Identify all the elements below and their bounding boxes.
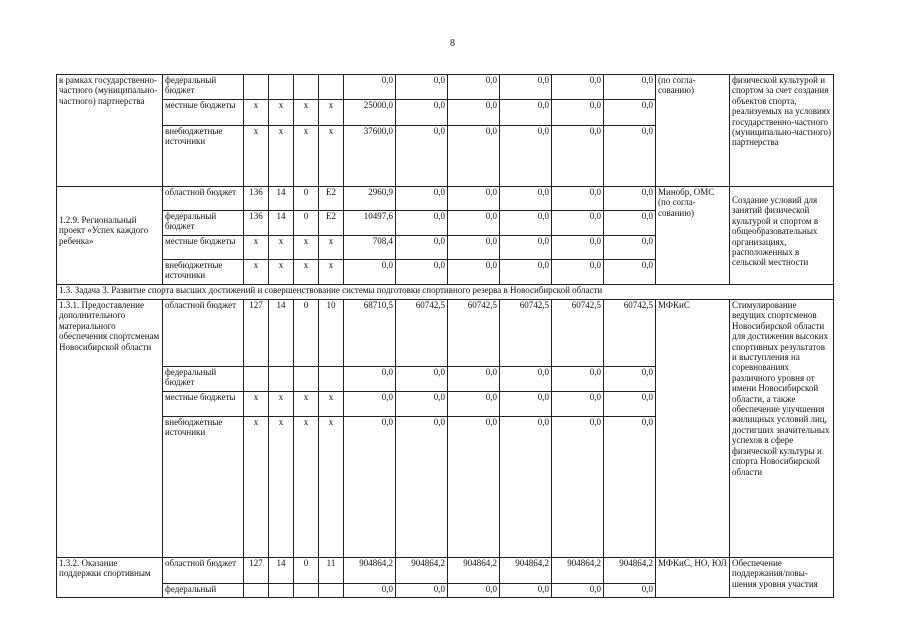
table-cell: 0,0 [552, 236, 604, 260]
table-cell: х [244, 236, 269, 260]
table-cell: 136 [244, 211, 269, 236]
page-number: 8 [450, 38, 455, 49]
table-cell: х [319, 236, 344, 260]
table-cell: 0,0 [604, 126, 656, 187]
table-cell: 0,0 [604, 211, 656, 236]
table-cell: 0,0 [448, 236, 500, 260]
table-cell: х [269, 417, 294, 558]
table-cell: 0,0 [500, 367, 552, 392]
table-row [57, 187, 834, 211]
table-cell: 904864,2 [604, 558, 656, 584]
table-cell: х [269, 392, 294, 417]
table-cell [244, 75, 269, 100]
table-cell: 904864,2 [500, 558, 552, 584]
table-cell: 10 [319, 300, 344, 367]
table-cell: 0,0 [396, 236, 448, 260]
table-cell: х [244, 260, 269, 285]
table-row [57, 75, 834, 100]
table-cell: х [319, 260, 344, 285]
table-cell: х [294, 417, 319, 558]
table-cell: 0,0 [604, 260, 656, 285]
table-cell: 0,0 [344, 417, 396, 558]
table-cell: 0,0 [396, 187, 448, 211]
table-cell [319, 367, 344, 392]
table-cell: 0 [294, 187, 319, 211]
table-cell: федеральный бюджет [163, 211, 244, 236]
table-cell: 60742,5 [604, 300, 656, 367]
table-cell [269, 584, 294, 598]
table-cell: областной бюджет [163, 300, 244, 367]
table-cell: 0 [294, 300, 319, 367]
table-cell: 0,0 [552, 392, 604, 417]
table-cell: местные бюджеты [163, 100, 244, 126]
table-cell: х [294, 260, 319, 285]
table-cell: Обеспечение поддержания/повы-шения уровня участия [730, 558, 834, 598]
table-cell: внебюджетные источники [163, 417, 244, 558]
table-cell: 136 [244, 187, 269, 211]
table-cell: 0,0 [448, 75, 500, 100]
table-cell: х [244, 417, 269, 558]
table-cell: 0,0 [396, 392, 448, 417]
table-cell: областной бюджет [163, 558, 244, 584]
table-cell [269, 367, 294, 392]
table-cell: 0,0 [552, 211, 604, 236]
table-cell: 0,0 [344, 260, 396, 285]
table-cell: федеральный бюджет [163, 367, 244, 392]
table-cell: х [269, 260, 294, 285]
table-cell: МФКиС, НО, ЮЛ [656, 558, 730, 598]
table-cell: 0 [294, 211, 319, 236]
table-cell: 0,0 [344, 392, 396, 417]
table-cell: 0,0 [500, 211, 552, 236]
table-cell: 10497,6 [344, 211, 396, 236]
table-cell: 68710,5 [344, 300, 396, 367]
table-cell: х [294, 100, 319, 126]
table-row [57, 300, 834, 367]
table-cell [244, 584, 269, 598]
table-cell: 0,0 [396, 584, 448, 598]
table-cell: Создание условий для занятий физической культурой и спортом в общеобразовательных организациях, расположенных в сельской местности [730, 187, 834, 285]
table-cell: (по согла-сованию) [656, 75, 730, 187]
table-cell: 0,0 [448, 367, 500, 392]
table-cell: 0,0 [396, 75, 448, 100]
table-cell: х [294, 236, 319, 260]
table-cell: 0,0 [552, 75, 604, 100]
table-cell: 0,0 [448, 100, 500, 126]
table-cell: 0,0 [552, 100, 604, 126]
table-cell: физической культурой и спортом за счет создания объектов спорта, реализуемых на условиях государственно-частного (муниципально-частного) партнерства [730, 75, 834, 187]
table-cell: 0,0 [448, 584, 500, 598]
table-cell: областной бюджет [163, 187, 244, 211]
table-cell: Е2 [319, 187, 344, 211]
table-cell: 0,0 [500, 100, 552, 126]
table-cell: 0,0 [604, 584, 656, 598]
table-cell: 0,0 [604, 236, 656, 260]
table-cell [294, 584, 319, 598]
table-row [57, 558, 834, 584]
table-cell: 0,0 [604, 367, 656, 392]
table-cell [319, 75, 344, 100]
table-cell: внебюджетные источники [163, 126, 244, 187]
table-cell: 2960,9 [344, 187, 396, 211]
table-cell: 0,0 [552, 187, 604, 211]
table-cell: в рамках государственно-частного (муниципально-частного) партнерства [57, 75, 163, 187]
table-cell: 60742,5 [500, 300, 552, 367]
table-cell: 0,0 [448, 392, 500, 417]
table-cell: 0,0 [344, 367, 396, 392]
table-cell: 0,0 [552, 367, 604, 392]
table-cell: 60742,5 [448, 300, 500, 367]
table-cell: 0 [294, 558, 319, 584]
table-cell: 0,0 [552, 417, 604, 558]
table-cell: х [269, 100, 294, 126]
table-cell: Стимулирование ведущих спортсменов Новосибирской области для достижения высоких спортивных результатов и выступления на соревнованиях различного уровня от имени Новосибирской области, а также обеспечение улучшения жилищных условий лиц, достигших значительных успехов в сфере физической культуры и спорта Новосибирской области [730, 300, 834, 558]
table-cell: х [319, 126, 344, 187]
table-cell: х [269, 236, 294, 260]
table-cell: х [269, 126, 294, 187]
table-cell [294, 367, 319, 392]
table-cell: 1.2.9. Региональный проект «Успех каждого ребенка» [57, 187, 163, 285]
table-cell: 11 [319, 558, 344, 584]
table-cell: 0,0 [552, 260, 604, 285]
table-cell: 127 [244, 300, 269, 367]
table-cell: 0,0 [604, 75, 656, 100]
table-cell: Минобр, ОМС (по согла-сованию) [656, 187, 730, 285]
table-cell: 0,0 [500, 260, 552, 285]
table-cell: 0,0 [448, 126, 500, 187]
table-cell: местные бюджеты [163, 392, 244, 417]
table-cell: 0,0 [396, 126, 448, 187]
table-cell: 14 [269, 211, 294, 236]
table-cell: 0,0 [500, 417, 552, 558]
table-cell: 14 [269, 300, 294, 367]
table-cell: 0,0 [344, 584, 396, 598]
table-cell: 37600,0 [344, 126, 396, 187]
table-cell: х [319, 417, 344, 558]
table-cell: х [294, 392, 319, 417]
table-cell: 0,0 [344, 75, 396, 100]
table-cell: х [244, 100, 269, 126]
table-cell: Е2 [319, 211, 344, 236]
table-cell: 0,0 [396, 211, 448, 236]
table-cell: 14 [269, 558, 294, 584]
table-cell: 1.3. Задача 3. Развитие спорта высших достижений и совершенствование системы подготовки спортивного резерва в Новосибирской области [57, 285, 834, 300]
table-cell: 60742,5 [552, 300, 604, 367]
table-cell: 0,0 [396, 260, 448, 285]
table-cell: 904864,2 [448, 558, 500, 584]
table-cell: 708,4 [344, 236, 396, 260]
table-cell: 0,0 [448, 211, 500, 236]
table-cell: 0,0 [552, 584, 604, 598]
table-cell: 904864,2 [344, 558, 396, 584]
table-cell: 0,0 [448, 187, 500, 211]
table-cell [294, 75, 319, 100]
table-cell: 0,0 [604, 417, 656, 558]
table-cell: 60742,5 [396, 300, 448, 367]
table-cell: х [244, 126, 269, 187]
section-row [57, 285, 834, 300]
table-cell: х [244, 392, 269, 417]
table-cell: 0,0 [500, 236, 552, 260]
table-cell: 0,0 [500, 126, 552, 187]
table-cell: местные бюджеты [163, 236, 244, 260]
table-cell: х [294, 126, 319, 187]
table-cell: х [319, 392, 344, 417]
table-cell: 0,0 [396, 417, 448, 558]
table-cell: федеральный [163, 584, 244, 598]
table-cell: 0,0 [552, 126, 604, 187]
table-cell: х [319, 100, 344, 126]
table-cell: федеральный бюджет [163, 75, 244, 100]
table-cell: 127 [244, 558, 269, 584]
table-cell: 1.3.2. Оказание поддержки спортивным [57, 558, 163, 598]
table-cell: 0,0 [500, 584, 552, 598]
table-cell: 14 [269, 187, 294, 211]
table-cell: внебюджетные источники [163, 260, 244, 285]
table-cell [269, 75, 294, 100]
table-cell: 0,0 [500, 75, 552, 100]
table-cell: 0,0 [396, 100, 448, 126]
table-cell: 0,0 [604, 392, 656, 417]
table-cell [244, 367, 269, 392]
table-cell: 0,0 [500, 392, 552, 417]
table-cell: 0,0 [396, 367, 448, 392]
table-cell: МФКиС [656, 300, 730, 558]
table-cell: 0,0 [448, 417, 500, 558]
table-cell: 1.3.1. Предоставление дополнительного материального обеспечения спортсменам Новосибирской области [57, 300, 163, 558]
program-table [56, 74, 834, 598]
table-cell: 0,0 [604, 100, 656, 126]
table-cell: 904864,2 [396, 558, 448, 584]
table-cell: 25000,0 [344, 100, 396, 126]
table-cell: 904864,2 [552, 558, 604, 584]
table-cell: 0,0 [500, 187, 552, 211]
table-cell: 0,0 [604, 187, 656, 211]
table-cell [319, 584, 344, 598]
table-cell: 0,0 [448, 260, 500, 285]
